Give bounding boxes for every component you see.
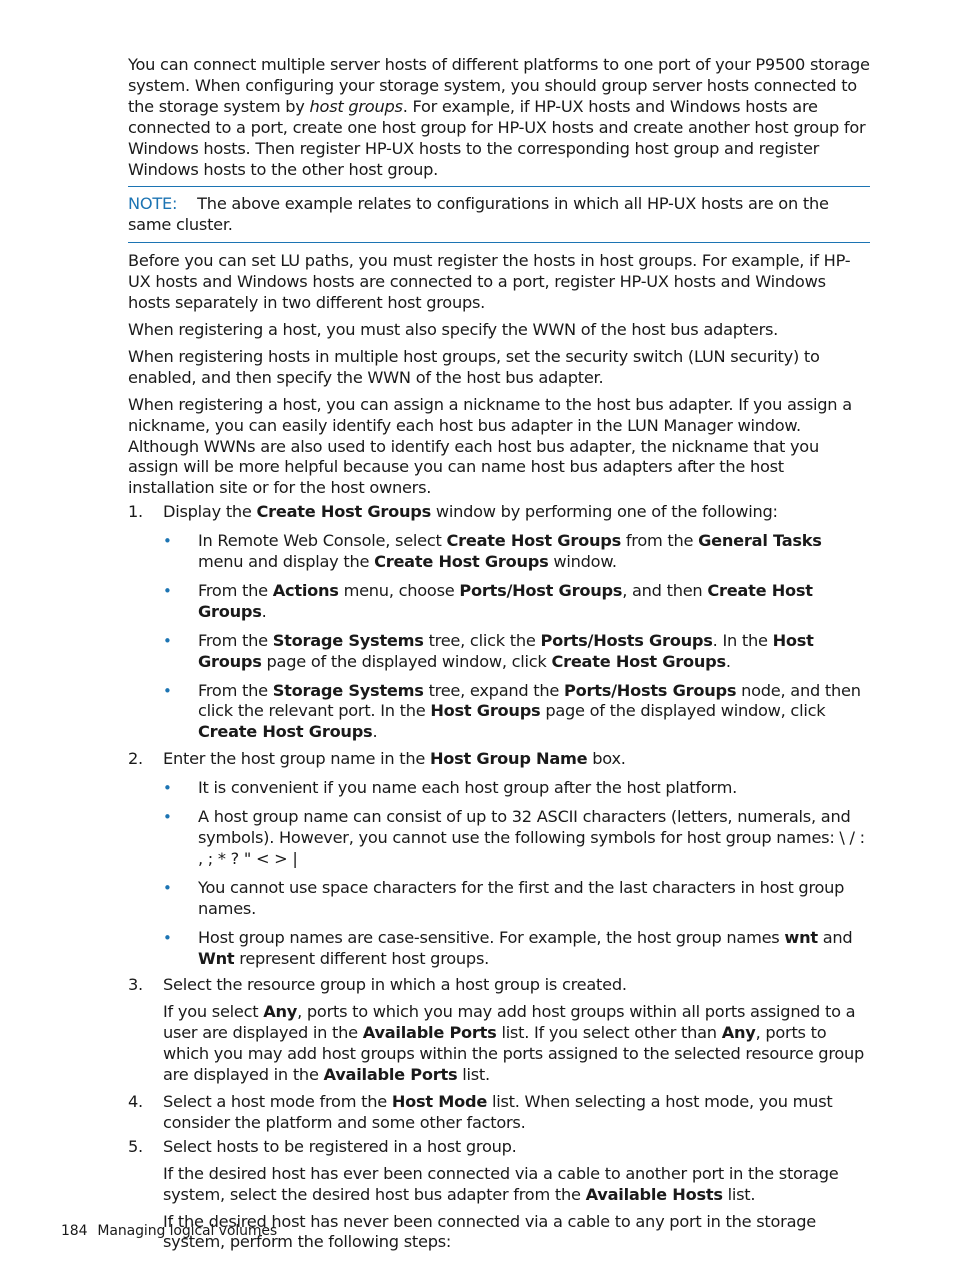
step-text: Display the Create Host Groups window by performing one of the following: (163, 502, 778, 522)
page-content (128, 55, 870, 1253)
bullet-icon: • (163, 928, 172, 947)
step-detail: If the desired host has never been connected via a cable to any port in the storage system, perform the following steps: (163, 1211, 816, 1252)
paragraph-wwn: When registering a host, you must also specify the WWN of the host bus adapters. (128, 319, 779, 339)
bullet-icon: • (163, 631, 172, 650)
paragraph-nickname: When registering a host, you can assign a nickname to the host bus adapter. If you assign a nickname, you can easily identify each host bus adapter in the LUN Manager window. Although WWNs are also used to identify each host bus adapter, the nickname that you assign will be more helpful because you can name host bus adapters after the host installation site or for the host owners. (128, 394, 852, 498)
step-text: Select hosts to be registered in a host group. (163, 1136, 517, 1156)
step-number: 3. (128, 975, 143, 995)
bullet-icon: • (163, 878, 172, 897)
list-item: • From the Actions menu, choose Ports/Host Groups, and then Create Host Groups. (163, 580, 813, 621)
step-number: 5. (128, 1136, 143, 1156)
intro-paragraph: You can connect multiple server hosts of different platforms to one port of your P9500 storage system. When configuring your storage system, you should group server hosts connected to the storage system by host groups. For example, if HP-UX hosts and Windows hosts are connected to a port, create one host group for HP-UX hosts and create another host group for Windows hosts. Then register HP-UX hosts to the corresponding host group and register Windows hosts to the other host group. (128, 55, 870, 179)
page-footer (61, 1222, 277, 1240)
step-text: Select the resource group in which a host group is created. (163, 975, 627, 995)
bullet-icon: • (163, 532, 172, 551)
list-item: • In Remote Web Console, select Create Host Groups from the General Tasks menu and display the Create Host Groups window. (163, 531, 822, 572)
step-2 (128, 749, 870, 969)
list-item: • Host group names are case-sensitive. For example, the host group names wnt and Wnt represent different host groups. (163, 927, 853, 968)
bullet-icon: • (163, 779, 172, 798)
note-bottom-rule (128, 242, 870, 243)
list-item: • From the Storage Systems tree, click the Ports/Hosts Groups. In the Host Groups page of the displayed window, click Create Host Groups. (163, 630, 814, 671)
note-box (128, 194, 870, 236)
note-text: The above example relates to configurations in which all HP-UX hosts are on the same cluster. (128, 194, 829, 235)
step-number: 1. (128, 502, 143, 522)
step-number: 4. (128, 1091, 143, 1111)
step-detail: If the desired host has ever been connected via a cable to another port in the storage system, select the desired host bus adapter from the Available Hosts list. (163, 1163, 839, 1204)
section-title: Managing logical volumes (97, 1223, 278, 1239)
note-top-rule (128, 186, 870, 187)
list-item: • It is convenient if you name each host group after the host platform. (163, 778, 738, 798)
step-text: Select a host mode from the Host Mode list. When selecting a host mode, you must consider the platform and some other factors. (163, 1091, 833, 1132)
page-number: 184 (61, 1223, 88, 1239)
step-detail: If you select Any, ports to which you may add host groups within all ports assigned to a user are displayed in the Available Ports list. If you select other than Any, ports to which you may add host groups within the ports assigned to the selected resource group are displayed in the Available Ports list. (163, 1002, 865, 1085)
bullet-icon: • (163, 581, 172, 600)
list-item: • You cannot use space characters for the first and the last characters in host group names. (163, 877, 845, 918)
list-item: • A host group name can consist of up to 32 ASCII characters (letters, numerals, and symbols). However, you cannot use the following symbols for host group names: \ / : , ; * ? " < > | (163, 807, 865, 868)
list-item: • From the Storage Systems tree, expand the Ports/Hosts Groups node, and then click the relevant port. In the Host Groups page of the displayed window, click Create Host Groups. (163, 680, 861, 742)
note-label: NOTE: (128, 194, 178, 214)
bullet-icon: • (163, 808, 172, 827)
step-1 (128, 502, 870, 743)
paragraph-multiple-host-groups: When registering hosts in multiple host groups, set the security switch (LUN security) to enabled, and then specify the WWN of the host bus adapter. (128, 346, 820, 387)
bullet-icon: • (163, 681, 172, 700)
step-3 (128, 975, 870, 1086)
step-text: Enter the host group name in the Host Group Name box. (163, 749, 626, 769)
step-number: 2. (128, 749, 143, 769)
step-4 (128, 1092, 870, 1134)
paragraph-lu-paths: Before you can set LU paths, you must register the hosts in host groups. For example, if HP-UX hosts and Windows hosts are connected to a port, register HP-UX hosts and Windows hosts separately in two different host groups. (128, 251, 851, 313)
